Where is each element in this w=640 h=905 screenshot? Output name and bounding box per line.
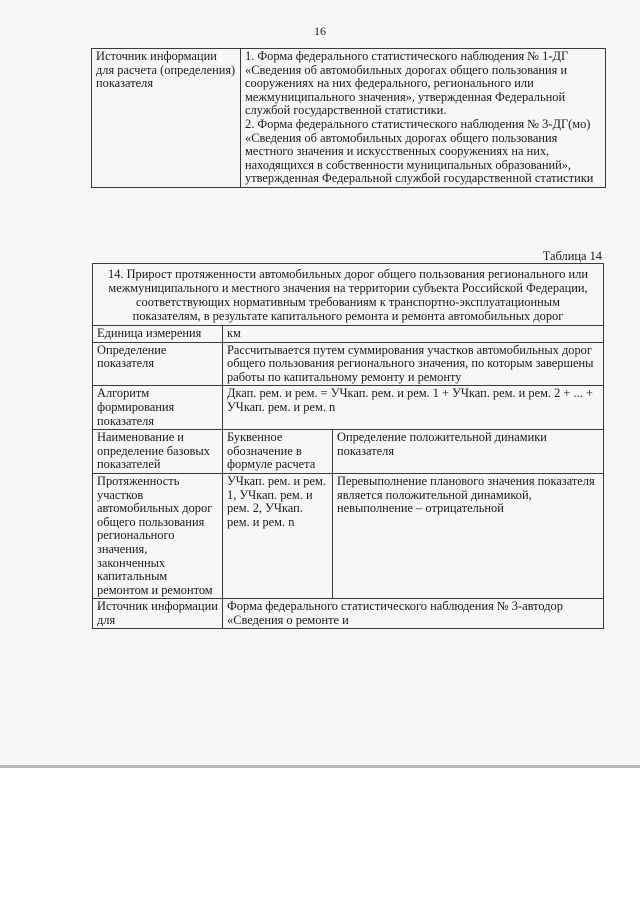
source-info-value <box>241 49 606 188</box>
definition-value: Рассчитывается путем суммирования участков автомобильных дорог общего пользования регионального значения, по которым завершены работы по капитальному ремонту и ремонту <box>223 342 604 386</box>
base-indicator-symbol-header: Буквенное обозначение в формуле расчета <box>223 430 333 474</box>
algorithm-label: Алгоритм формирования показателя <box>93 386 223 430</box>
table-row <box>93 386 604 430</box>
table-row <box>93 264 604 326</box>
base-indicator-name: Протяженность участков автомобильных дорог общего пользования регионального значения, законченных капитальным ремонтом и ремонтом <box>93 473 223 598</box>
unit-label: Единица измерения <box>93 326 223 343</box>
base-indicator-name-header: Наименование и определение базовых показателей <box>93 430 223 474</box>
page-number: 16 <box>314 24 326 38</box>
base-indicator-symbol: УЧкап. рем. и рем. 1, УЧкап. рем. и рем. 2, УЧкап. рем. и рем. n <box>223 473 333 598</box>
source-info-table <box>91 48 606 188</box>
source-label: Источник информации для <box>93 599 223 629</box>
unit-value: км <box>223 326 604 343</box>
table-row <box>93 599 604 629</box>
definition-label: Определение показателя <box>93 342 223 386</box>
table-caption: Таблица 14 <box>542 249 602 263</box>
source-form-1: 1. Форма федерального статистического наблюдения № 1-ДГ «Сведения об автомобильных дорогах общего пользования и сооружениях на них федерального, регионального или межмуниципального значения», утвержденная Федеральной службой государственной статистики. <box>245 49 569 118</box>
source-form-2: 2. Форма федерального статистического наблюдения № 3-ДГ(мо) «Сведения об автомобильных дорогах общего пользования местного значения и искусственных сооружениях на них, находящихся в собственности муниципальных образований», утвержденная Федеральной службой государственной статистики <box>245 116 594 186</box>
source-value: Форма федерального статистического наблюдения № 3-автодор «Сведения о ремонте и <box>223 599 604 629</box>
base-indicator-dynamics-header: Определение положительной динамики показателя <box>333 430 604 474</box>
source-info-label: Источник информации для расчета (определения) показателя <box>92 49 241 188</box>
indicator-title: 14. Прирост протяженности автомобильных дорог общего пользования регионального или межмуниципального и местного значения на территории субъекта Российской Федерации, соответствующих нормативным требованиям к транспортно-эксплуатационным показателям, в результате капитального ремонта и ремонта автомобильных дорог <box>93 264 604 326</box>
table-row <box>92 49 606 188</box>
table-row <box>93 473 604 598</box>
algorithm-formula: Дкап. рем. и рем. = УЧкап. рем. и рем. 1 + УЧкап. рем. и рем. 2 + ... + УЧкап. рем. и рем. n <box>223 386 604 430</box>
base-indicator-dynamics: Перевыполнение планового значения показателя является положительной динамикой, невыполнение – отрицательной <box>333 473 604 598</box>
table-row <box>93 342 604 386</box>
indicator-table <box>92 263 604 629</box>
table-row <box>93 430 604 474</box>
table-row <box>93 326 604 343</box>
